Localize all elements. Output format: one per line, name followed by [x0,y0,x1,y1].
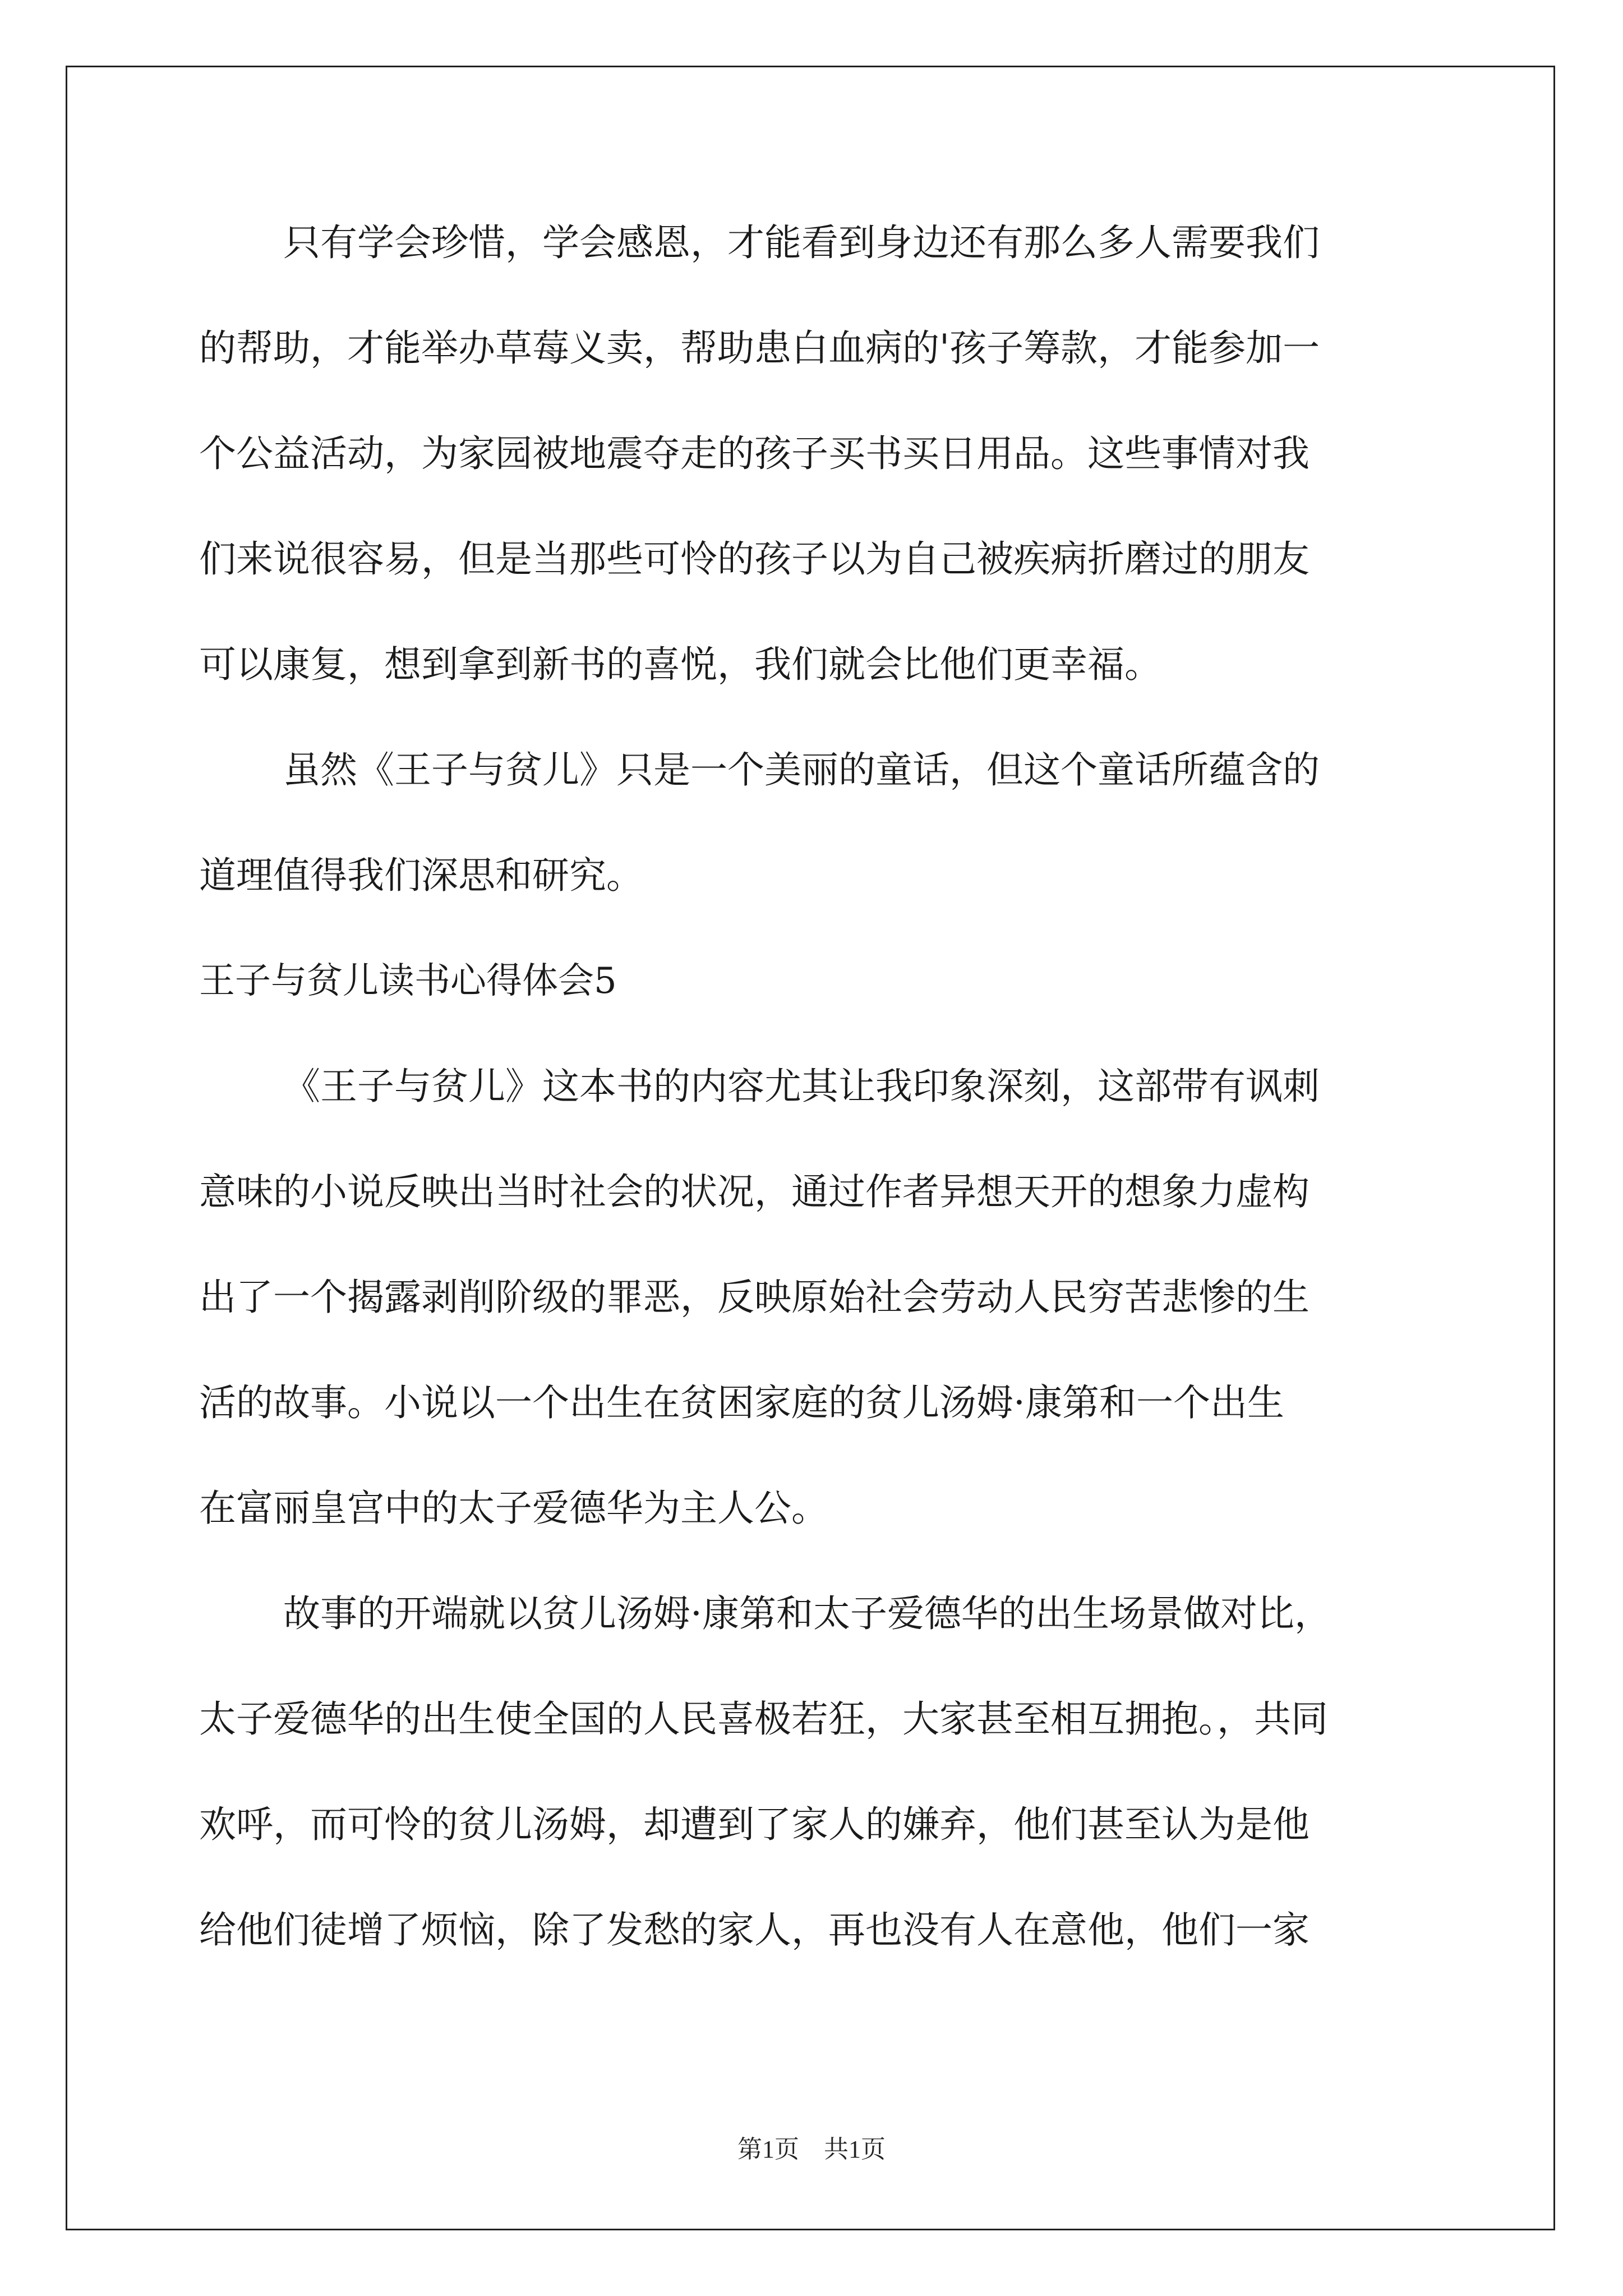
text-line: 出了一个揭露剥削阶级的罪恶，反映原始社会劳动人民穷苦悲惨的生 [199,1276,1310,1319]
text-line: 《王子与贫儿》这本书的内容尤其让我印象深刻，这部带有讽刺 [283,1065,1320,1108]
text-line: 在富丽皇宫中的太子爱德华为主人公。 [199,1487,828,1530]
text-line: 给他们徒增了烦恼，除了发愁的家人，再也没有人在意他，他们一家 [199,1908,1310,1952]
text-line: 的帮助，才能举办草莓义卖，帮助患白血病的'孩子筹款，才能参加一 [199,326,1320,370]
text-line: 可以康复，想到拿到新书的喜悦，我们就会比他们更幸福。 [199,643,1161,686]
text-line: 们来说很容易，但是当那些可怜的孩子以为自己被疾病折磨过的朋友 [199,537,1310,581]
text-line: 意味的小说反映出当时社会的状况，通过作者异想天开的想象力虚构 [199,1170,1310,1213]
text-line: 只有学会珍惜，学会感恩，才能看到身边还有那么多人需要我们 [283,221,1320,264]
text-line: 欢呼，而可怜的贫儿汤姆，却遭到了家人的嫌弃，他们甚至认为是他 [199,1803,1310,1846]
page-number-footer: 第1页 共1页 [737,2136,886,2163]
text-line: 个公益活动，为家园被地震夺走的孩子买书买日用品。这些事情对我 [199,432,1310,475]
text-line: 虽然《王子与贫儿》只是一个美丽的童话，但这个童话所蕴含的 [283,748,1320,792]
section-heading: 王子与贫儿读书心得体会5 [199,960,617,1002]
text-line: 道理值得我们深思和研究。 [199,854,643,897]
text-line: 故事的开端就以贫儿汤姆·康第和太子爱德华的出生场景做对比， [283,1592,1331,1635]
text-line: 太子爱德华的出生使全国的人民喜极若狂，大家甚至相互拥抱。，共同 [199,1697,1328,1741]
text-line: 活的故事。小说以一个出生在贫困家庭的贫儿汤姆·康第和一个出生 [199,1381,1284,1424]
